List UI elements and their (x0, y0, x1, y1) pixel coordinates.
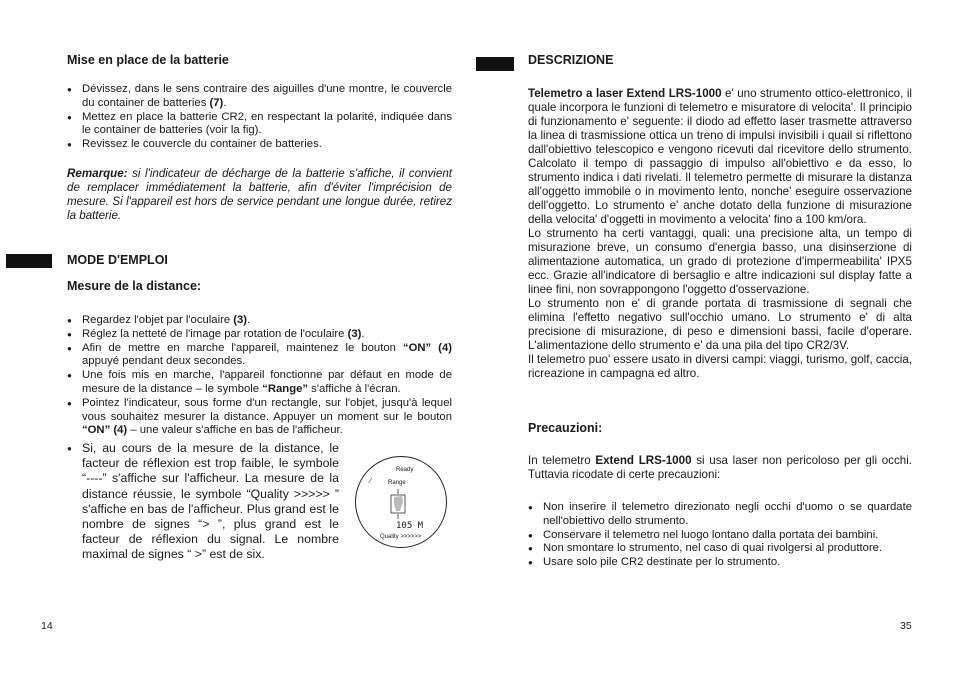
list-item: ● Réglez la netteté de l'image par rotation de l'oculaire (3). (67, 328, 452, 342)
precautions-intro: In telemetro Extend LRS-1000 si usa laser non pericoloso per gli occhi. Tuttavia ricodate di certe precauzioni: (528, 454, 912, 481)
display-laser-icon: ∕ (370, 476, 372, 485)
list-item: ● Une fois mis en marche, l'appareil fonctionne par défaut en mode de mesure de la distance – le symbole “Range” s'affiche à l'écran. (67, 369, 452, 397)
remark-label: Remarque: (67, 167, 128, 180)
list-item: ● Non inserire il telemetro direzionato negli occhi d'uomo o se quardate nell'obiettivo dello strumento. (528, 501, 912, 529)
usage-section-title: MODE D'EMPLOI (67, 253, 168, 267)
rangefinder-display-illustration (355, 456, 447, 548)
page-number-left: 14 (41, 620, 53, 632)
section-tab-marker (6, 254, 52, 268)
precautions-title: Precauzioni: (528, 421, 603, 435)
list-item: ● Si, au cours de la mesure de la distance, le facteur de réflexion est trop faible, le symbole “----” s'affiche sur l'afficheur. La mesure de la distance réussie, le symbole “Quality >>>>> ” s'affiche en bas de l'afficheur. Plus grand est le nombre de signes “> ”, plus grand est le facteur de réflexion du signal. Le nombre maximal de signes “ >” est de six. (67, 441, 339, 563)
battery-remark: Remarque: si l'indicateur de décharge de la batterie s'affiche, il convient de remplacer immédiatement la batterie, afin d'éviter l'imprécision de mesure. Si l'appareil est hors de service pendant une longue durée, retirez la batterie. (67, 167, 452, 222)
display-quality-label: Quality >>>>>> (380, 534, 422, 540)
display-range-label: Range (388, 480, 406, 486)
list-item: ● Usare solo pile CR2 destinate per lo strumento. (528, 556, 912, 570)
display-distance-value: 105 M (396, 521, 424, 531)
list-item: ● Non smontare lo strumento, nel caso di quai rivolgersi al produttore. (528, 542, 912, 556)
list-item: ● Dévissez, dans le sens contraire des aiguilles d'une montre, le couvercle du container de batteries (7). (67, 83, 452, 111)
page-number-right: 35 (900, 620, 912, 632)
list-item: ● Afin de mettre en marche l'appareil, maintenez le bouton “ON” (4) appuyé pendant deux secondes. (67, 342, 452, 370)
list-item: ● Regardez l'objet par l'oculaire (3). (67, 314, 452, 328)
usage-subtitle: Mesure de la distance: (67, 279, 202, 293)
display-ready-label: Ready (396, 467, 414, 473)
description-paragraph: Lo strumento non e' di grande portata di trasmissione di segnali che elimina l'effetto negativo sull'occhio umano. Lo strumento e' di alta precisione di misurazione, di peso e dimensioni bassi, facile d'operare. L'alimentazione dello strumento e' da una pila del tipo CR2/3V. (528, 297, 912, 352)
list-item: ● Conservare il telemetro nel luogo lontano dalla portata dei bambini. (528, 529, 912, 543)
description-paragraph: Telemetro a laser Extend LRS-1000 e' uno strumento ottico-elettronico, il quale incorpora le funzioni di telemetro e misuratore di velocita'. Il principio di funzionamento e' seguente: il diodo ad effetto laser trasmette attraverso la linea di trasmissione ottica un treno di impulsi invisibili i quail si riflettono dall'obiettivo telescopico e vengono ricevuti dal ricevitore dello strumento. Calcolato il tempo di passaggio di impulso all'obiettivo e da esso, lo strumento indica i dati rivelati. Il telemetro permette di misurare la distanza all'oggetto immobile o in movimento lento, nonche' eseguire osservazione dell'oggetto. Lo strumento e' anche dotato della funzione di misurazione della velocita' d'oggetti in movimento a velocita' fino a 100 km/ora. (528, 87, 912, 226)
section-tab-marker (476, 57, 514, 71)
list-item: ● Pointez l'indicateur, sous forme d'un rectangle, sur l'objet, jusqu'à lequel vous souhaitez mesurer la distance. Appuyer un moment sur le bouton “ON” (4) – une valeur s'affiche en bas de l'afficheur. (67, 397, 452, 438)
target-reticle-icon (382, 487, 416, 523)
battery-section-title: Mise en place de la batterie (67, 53, 229, 67)
precautions-list (528, 501, 912, 570)
description-paragraph: Il telemetro puo' essere usato in diversi campi: viaggi, turismo, golf, caccia, ricreazione in campagna ed altro. (528, 353, 912, 380)
list-item: ● Mettez en place la batterie CR2, en respectant la polarité, indiquée dans le container de batteries (voir la fig). (67, 111, 452, 139)
description-body (528, 87, 912, 381)
description-title: DESCRIZIONE (528, 53, 614, 67)
battery-steps-list (67, 83, 452, 152)
usage-steps-list (67, 314, 452, 438)
description-paragraph: Lo strumento ha certi vantaggi, quali: una precisione alta, un tempo di misurazione breve, un consumo d'energia basso, una disinserzione di alimentazione automatica, un grado di protezione d'impermeabilita' IPX5 ecc. Grazie all'indicatore di bersaglio e altre indicazioni sul display fatte a linee fini, non sovrappongono l'oggetto d'osservazione. (528, 227, 912, 296)
list-item: ● Revissez le couvercle du container de batteries. (67, 138, 452, 152)
usage-quality-list (67, 441, 339, 563)
